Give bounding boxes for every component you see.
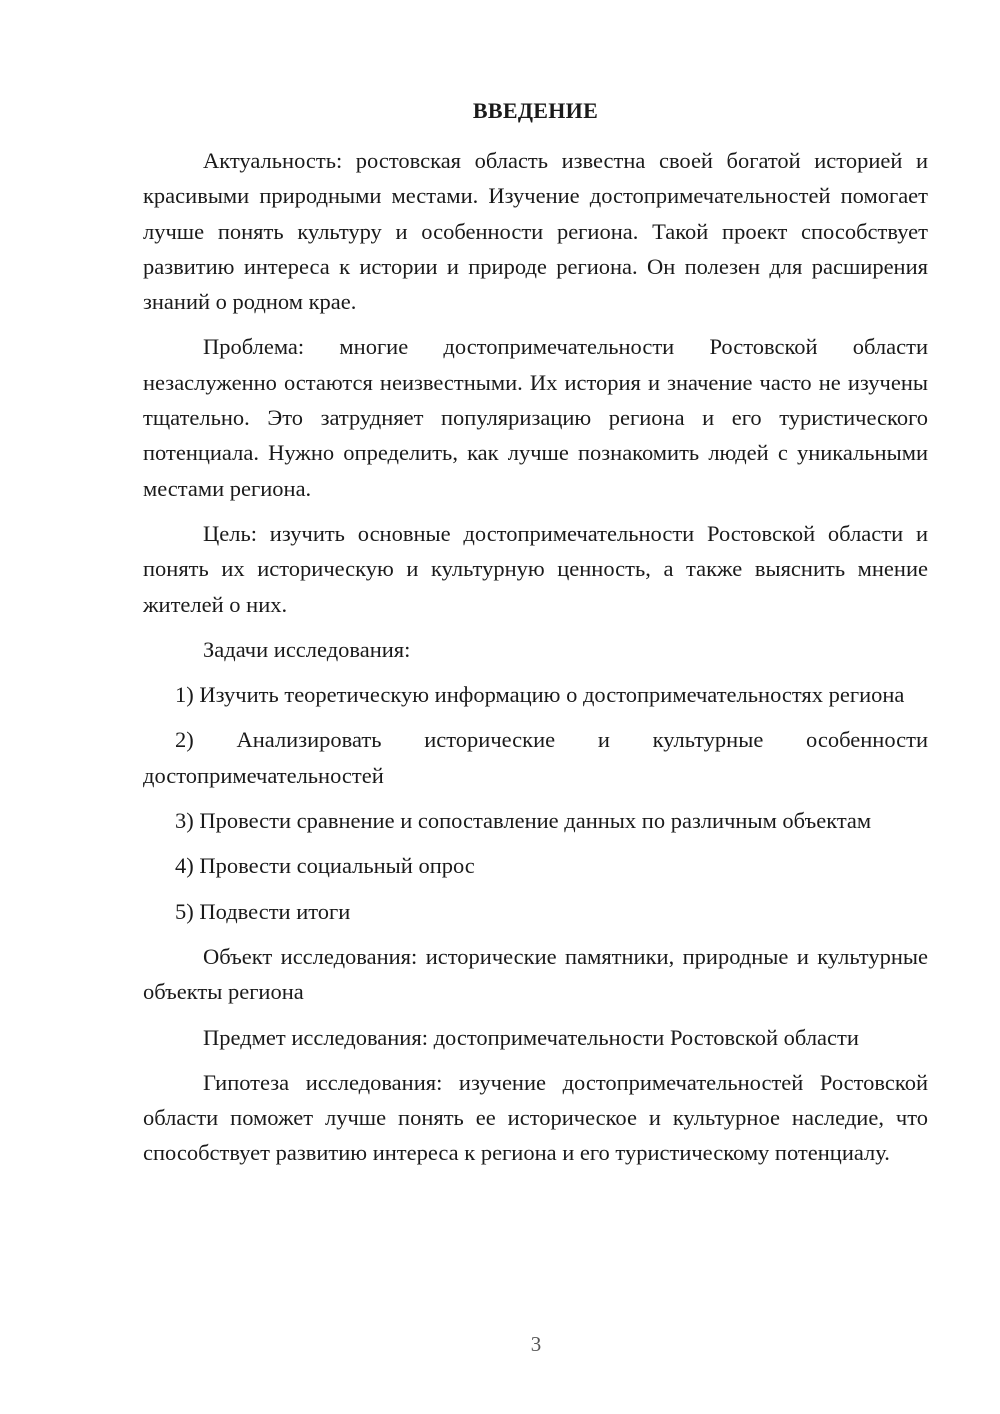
paragraph-hypothesis: Гипотеза исследования: изучение достопримечательностей Ростовской области поможет лучше понять ее историческое и культурное наследие, что способствует развитию интереса к региона и его туристическому потенциалу. (143, 1069, 928, 1166)
list-item-task-3: 3) Провести сравнение и сопоставление данных по различным объектам (175, 808, 872, 834)
document-body (143, 143, 928, 1171)
list-item-task-1: 1) Изучить теоретическую информацию о достопримечательностях региона (175, 682, 905, 708)
list-item-task-5: 5) Подвести итоги (175, 898, 351, 924)
paragraph-tasks-heading: Задачи исследования: (203, 636, 411, 662)
list-item-task-4: 4) Провести социальный опрос (175, 853, 475, 879)
paragraph-relevance: Актуальность: ростовская область известна своей богатой историей и красивыми природными местами. Изучение достопримечательностей помогает лучше понять культуру и особенности региона. Такой проект способствует развитию интереса к истории и природе региона. Он полезен для расширения знаний о родном крае. (143, 148, 928, 315)
paragraph-goal: Цель: изучить основные достопримечательности Ростовской области и понять их историческую и культурную ценность, а также выяснить мнение жителей о них. (143, 520, 928, 617)
list-item-task-2: 2) Анализировать исторические и культурные особенности достопримечательностей (143, 727, 928, 788)
paragraph-subject: Предмет исследования: достопримечательности Ростовской области (203, 1024, 859, 1050)
paragraph-problem: Проблема: многие достопримечательности Ростовской области незаслуженно остаются неизвестными. Их история и значение часто не изучены тщательно. Это затрудняет популяризацию региона и его туристического потенциала. Нужно определить, как лучше познакомить людей с уникальными местами региона. (143, 334, 928, 501)
paragraph-object: Объект исследования: исторические памятники, природные и культурные объекты региона (143, 943, 928, 1005)
page-number: 3 (530, 1332, 542, 1356)
page-title: ВВЕДЕНИЕ (472, 98, 599, 123)
